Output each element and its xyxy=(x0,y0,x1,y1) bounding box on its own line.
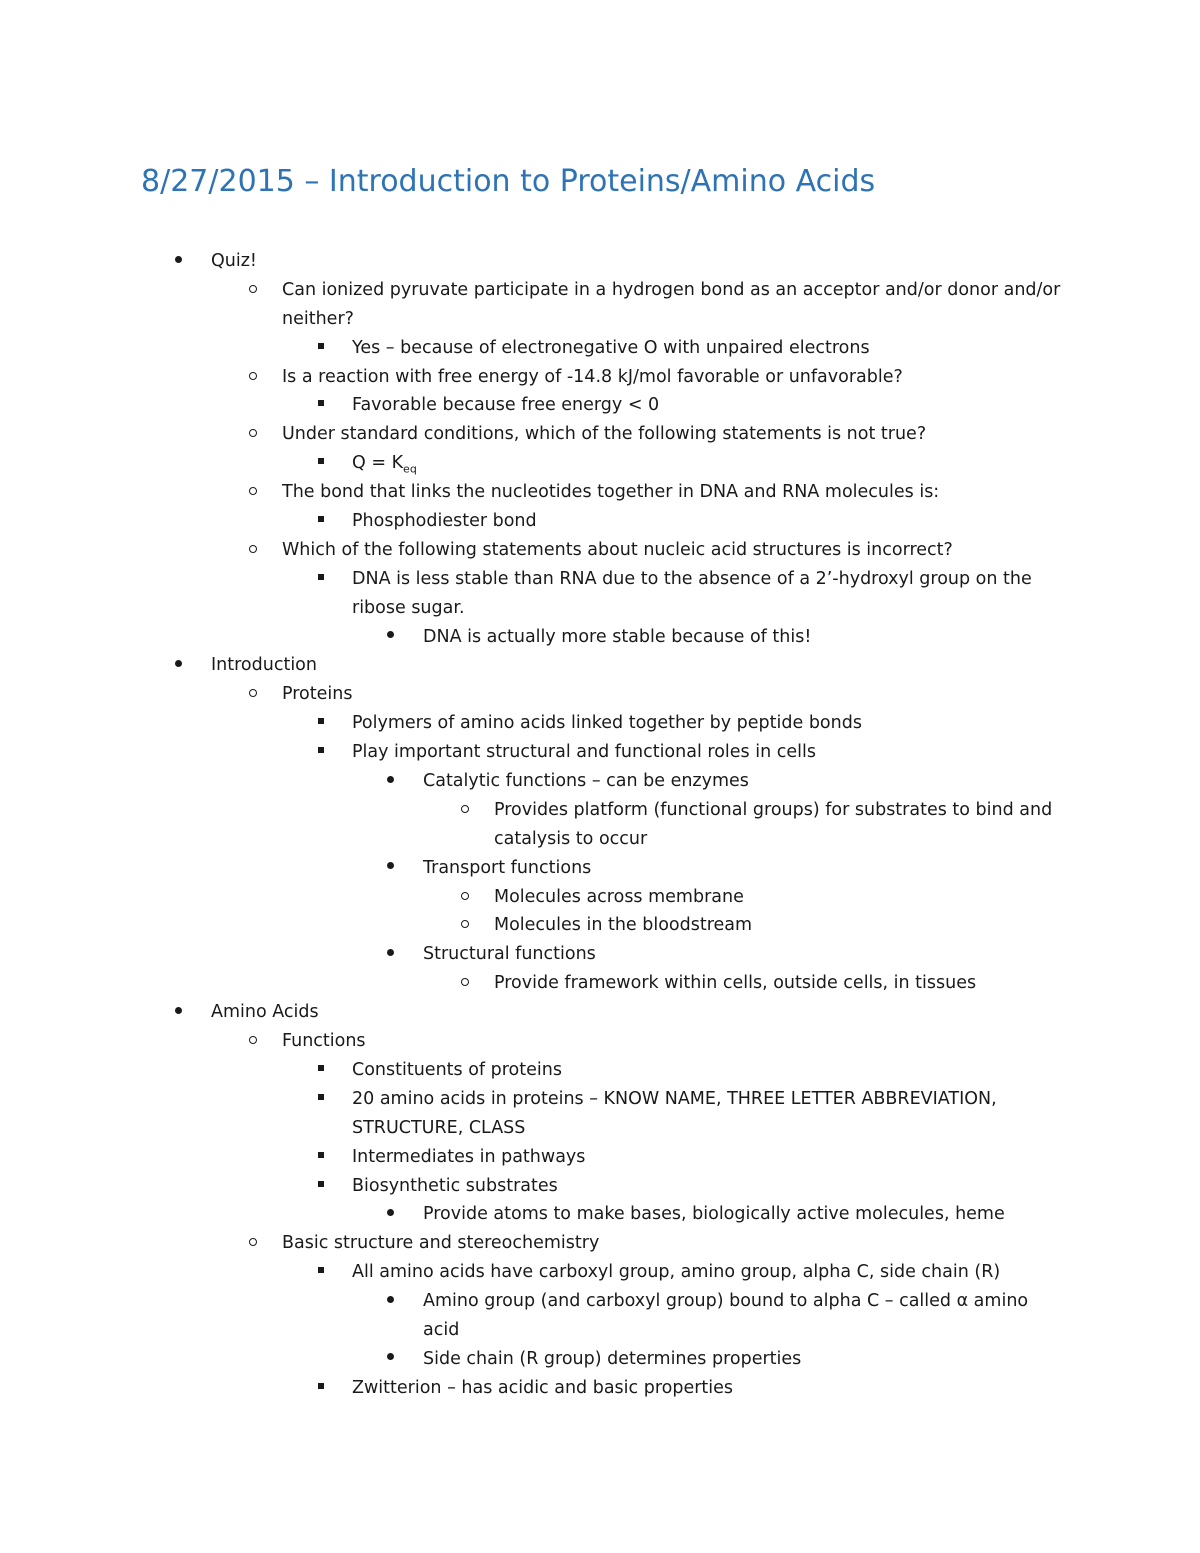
list-item xyxy=(0,420,1200,449)
list-item xyxy=(0,969,1200,998)
list-item xyxy=(0,911,1200,940)
filled-circle-bullet-icon xyxy=(387,767,394,796)
list-item xyxy=(0,1027,1200,1056)
list-item xyxy=(0,998,1200,1027)
list-item xyxy=(0,536,1200,565)
list-item xyxy=(0,623,1200,652)
list-item-continuation xyxy=(0,1114,1200,1143)
list-item-text: STRUCTURE, CLASS xyxy=(352,1117,526,1138)
list-item xyxy=(0,1143,1200,1172)
list-item-text: ribose sugar. xyxy=(352,597,465,618)
square-bullet-icon xyxy=(318,1172,324,1201)
square-bullet-icon xyxy=(318,334,324,363)
list-item-text: acid xyxy=(423,1319,460,1340)
list-item xyxy=(0,247,1200,276)
list-item-text: Polymers of amino acids linked together by peptide bonds xyxy=(352,713,862,734)
filled-circle-bullet-icon xyxy=(387,1345,394,1374)
list-item xyxy=(0,767,1200,796)
filled-circle-bullet-icon xyxy=(387,1287,394,1316)
list-item-text: The bond that links the nucleotides together in DNA and RNA molecules is: xyxy=(282,482,940,503)
list-item-text: Molecules in the bloodstream xyxy=(494,915,753,936)
hollow-circle-bullet-icon xyxy=(461,883,469,912)
filled-circle-bullet-icon xyxy=(387,623,394,652)
list-item-text: Amino Acids xyxy=(211,1002,319,1023)
list-item xyxy=(0,1229,1200,1258)
square-bullet-icon xyxy=(318,738,324,767)
filled-circle-bullet-icon xyxy=(387,854,394,883)
hollow-circle-bullet-icon xyxy=(249,1027,257,1056)
list-item-text: Introduction xyxy=(211,655,317,676)
filled-circle-bullet-icon xyxy=(175,651,182,680)
list-item-text: Basic structure and stereochemistry xyxy=(282,1233,600,1254)
list-item xyxy=(0,363,1200,392)
list-item-text: neither? xyxy=(282,308,354,329)
filled-circle-bullet-icon xyxy=(387,940,394,969)
list-item xyxy=(0,276,1200,305)
list-item xyxy=(0,709,1200,738)
subscript-text: eq xyxy=(403,462,417,476)
list-item-text: Molecules across membrane xyxy=(494,886,744,907)
hollow-circle-bullet-icon xyxy=(461,969,469,998)
list-item xyxy=(0,1258,1200,1287)
square-bullet-icon xyxy=(318,391,324,420)
filled-circle-bullet-icon xyxy=(387,1200,394,1229)
hollow-circle-bullet-icon xyxy=(249,680,257,709)
list-item-text: Side chain (R group) determines properties xyxy=(423,1348,802,1369)
hollow-circle-bullet-icon xyxy=(249,1229,257,1258)
list-item-text: Zwitterion – has acidic and basic properties xyxy=(352,1377,734,1398)
square-bullet-icon xyxy=(318,1374,324,1403)
list-item xyxy=(0,1085,1200,1114)
square-bullet-icon xyxy=(318,1085,324,1114)
square-bullet-icon xyxy=(318,565,324,594)
list-item xyxy=(0,651,1200,680)
list-item-text: catalysis to occur xyxy=(494,828,648,849)
list-item-text: Yes – because of electronegative O with unpaired electrons xyxy=(352,337,870,358)
list-item-text: 20 amino acids in proteins – KNOW NAME, THREE LETTER ABBREVIATION, xyxy=(352,1088,997,1109)
list-item-text: Biosynthetic substrates xyxy=(352,1175,558,1196)
list-item-text: Can ionized pyruvate participate in a hydrogen bond as an acceptor and/or donor and/or xyxy=(282,279,1061,300)
square-bullet-icon xyxy=(318,709,324,738)
hollow-circle-bullet-icon xyxy=(249,420,257,449)
list-item-text: DNA is less stable than RNA due to the absence of a 2’-hydroxyl group on the xyxy=(352,568,1032,589)
list-item xyxy=(0,391,1200,420)
filled-circle-bullet-icon xyxy=(175,998,182,1027)
list-item xyxy=(0,1172,1200,1201)
list-item-text: Proteins xyxy=(282,684,353,705)
hollow-circle-bullet-icon xyxy=(461,911,469,940)
list-item-text: Intermediates in pathways xyxy=(352,1146,586,1167)
list-item xyxy=(0,883,1200,912)
list-item xyxy=(0,854,1200,883)
list-item xyxy=(0,796,1200,825)
list-item xyxy=(0,1345,1200,1374)
filled-circle-bullet-icon xyxy=(175,247,182,276)
list-item-text: Under standard conditions, which of the following statements is not true? xyxy=(282,424,927,445)
list-item-text: All amino acids have carboxyl group, amino group, alpha C, side chain (R) xyxy=(352,1262,1001,1283)
hollow-circle-bullet-icon xyxy=(461,796,469,825)
list-item xyxy=(0,1374,1200,1403)
list-item xyxy=(0,334,1200,363)
list-item-text: Provide atoms to make bases, biologically active molecules, heme xyxy=(423,1204,1005,1225)
list-item xyxy=(0,1287,1200,1316)
list-item-text: Provides platform (functional groups) for substrates to bind and xyxy=(494,799,1053,820)
list-item-text: Transport functions xyxy=(423,857,592,878)
page-title: 8/27/2015 – Introduction to Proteins/Amino Acids xyxy=(141,164,876,199)
list-item-text: Provide framework within cells, outside cells, in tissues xyxy=(494,973,977,994)
list-item xyxy=(0,680,1200,709)
list-item xyxy=(0,1056,1200,1085)
list-item-text: Phosphodiester bond xyxy=(352,511,537,532)
list-item xyxy=(0,1200,1200,1229)
list-item-text: Play important structural and functional roles in cells xyxy=(352,742,816,763)
list-item-continuation xyxy=(0,1316,1200,1345)
list-item-text: Structural functions xyxy=(423,944,596,965)
list-item-text: Which of the following statements about nucleic acid structures is incorrect? xyxy=(282,539,953,560)
list-item xyxy=(0,507,1200,536)
list-item-continuation xyxy=(0,594,1200,623)
list-item xyxy=(0,940,1200,969)
list-item-text: Functions xyxy=(282,1031,366,1052)
list-item-text: $Q = K_{eq}$ xyxy=(352,453,417,476)
list-item-text: Catalytic functions – can be enzymes xyxy=(423,771,749,792)
hollow-circle-bullet-icon xyxy=(249,276,257,305)
notes-outline xyxy=(0,247,1200,1403)
list-item-text: Amino group (and carboxyl group) bound to alpha C – called α amino xyxy=(423,1291,1029,1312)
square-bullet-icon xyxy=(318,1258,324,1287)
list-item-text: Quiz! xyxy=(211,251,257,271)
list-item-text: Favorable because free energy < 0 xyxy=(352,395,660,416)
square-bullet-icon xyxy=(318,449,324,478)
square-bullet-icon xyxy=(318,1143,324,1172)
hollow-circle-bullet-icon xyxy=(249,478,257,507)
list-item xyxy=(0,449,1200,478)
list-item-text: Constituents of proteins xyxy=(352,1059,562,1080)
hollow-circle-bullet-icon xyxy=(249,536,257,565)
list-item xyxy=(0,738,1200,767)
list-item xyxy=(0,565,1200,594)
list-item xyxy=(0,478,1200,507)
square-bullet-icon xyxy=(318,507,324,536)
list-item-continuation xyxy=(0,305,1200,334)
square-bullet-icon xyxy=(318,1056,324,1085)
list-item-text: Is a reaction with free energy of -14.8 kJ/mol favorable or unfavorable? xyxy=(282,366,903,387)
hollow-circle-bullet-icon xyxy=(249,363,257,392)
list-item-text: DNA is actually more stable because of this! xyxy=(423,626,812,647)
list-item-continuation xyxy=(0,825,1200,854)
